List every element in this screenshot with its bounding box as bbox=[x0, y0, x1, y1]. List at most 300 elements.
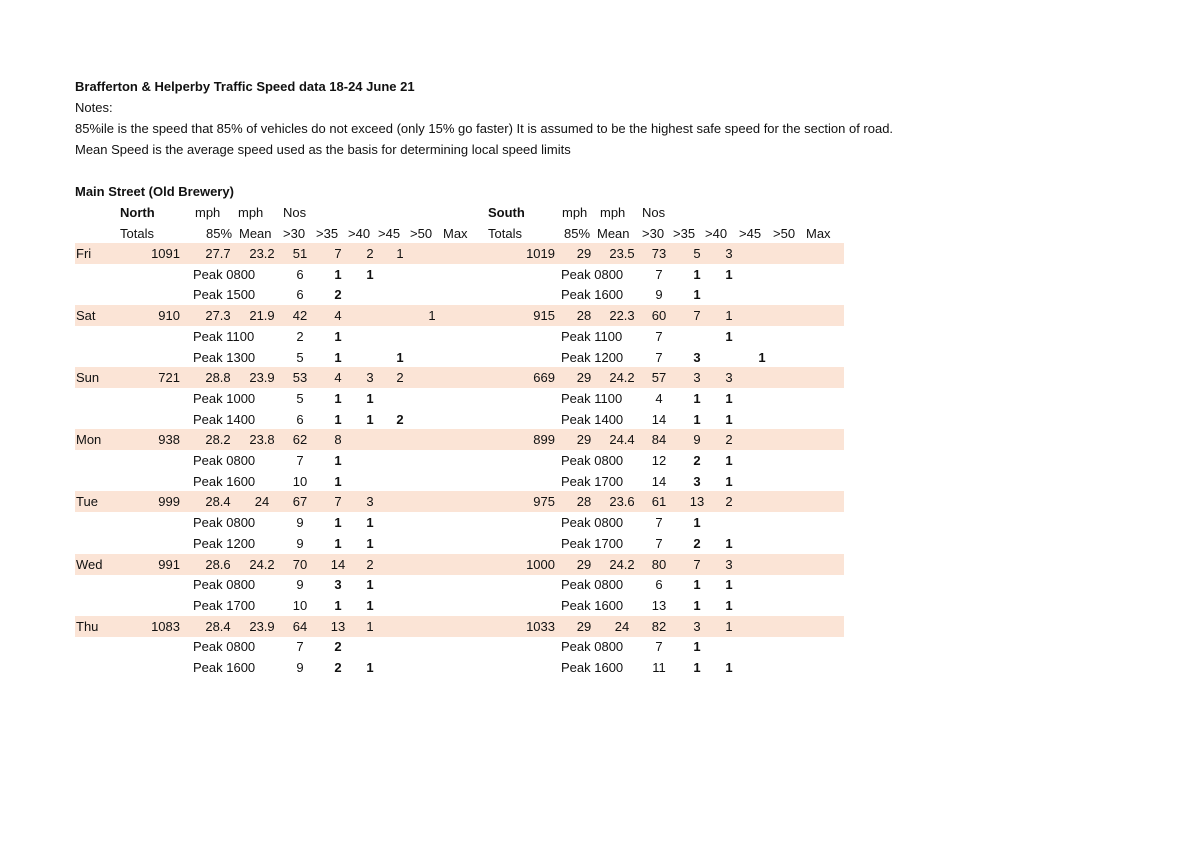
north-p85-cell: 28.2 bbox=[205, 432, 231, 447]
north-peak-label: Peak 1600 bbox=[193, 474, 256, 489]
north-g45-cell bbox=[388, 326, 412, 347]
north-peak-label: Peak 1300 bbox=[193, 350, 256, 365]
south-g30-cell: 7 bbox=[655, 350, 663, 365]
south-mph-header: mph bbox=[600, 205, 626, 220]
north-g30-cell: 7 bbox=[296, 453, 304, 468]
north-g50-cell bbox=[420, 574, 444, 595]
north-mph-header: mph bbox=[238, 205, 264, 220]
south-mean-header: Mean bbox=[597, 226, 630, 241]
north-g45-cell: 2 bbox=[396, 370, 404, 385]
north-g30-cell: 6 bbox=[296, 287, 304, 302]
south-g50-cell bbox=[782, 554, 806, 575]
south-max-cell bbox=[814, 429, 838, 450]
north-g35-cell: 1 bbox=[334, 267, 342, 282]
south-g30-cell: 80 bbox=[651, 557, 667, 572]
south-mean-cell: 22.3 bbox=[609, 308, 635, 323]
north-g50-cell bbox=[420, 512, 444, 533]
south-max-cell bbox=[814, 388, 838, 409]
north-max-cell bbox=[450, 264, 474, 285]
north-g40-cell bbox=[358, 284, 382, 305]
south-g30-cell: 61 bbox=[651, 494, 667, 509]
south-p85-cell: 29 bbox=[576, 370, 592, 385]
north-g50-cell bbox=[420, 491, 444, 512]
south-g40-cell: 1 bbox=[725, 598, 733, 613]
north-g40-cell: 2 bbox=[366, 557, 374, 572]
south-g45-cell bbox=[750, 657, 774, 678]
north-max-cell bbox=[450, 595, 474, 616]
north-max-cell bbox=[450, 554, 474, 575]
north-g40-cell bbox=[358, 305, 382, 326]
south-gt50-header: >50 bbox=[773, 226, 796, 241]
north-max-cell bbox=[450, 305, 474, 326]
south-g40-cell: 1 bbox=[725, 619, 733, 634]
south-g30-cell: 73 bbox=[651, 246, 667, 261]
day-label: Wed bbox=[76, 557, 103, 572]
north-g35-cell: 4 bbox=[334, 370, 342, 385]
north-g30-cell: 2 bbox=[296, 329, 304, 344]
south-g35-cell: 1 bbox=[693, 287, 701, 302]
notes-label: Notes: bbox=[75, 100, 113, 115]
north-g35-cell: 2 bbox=[334, 287, 342, 302]
south-total-cell: 975 bbox=[533, 494, 555, 509]
north-g50-cell bbox=[420, 450, 444, 471]
south-g50-cell bbox=[782, 429, 806, 450]
north-peak-label: Peak 1700 bbox=[193, 598, 256, 613]
south-p85-cell: 28 bbox=[576, 494, 592, 509]
north-max-cell bbox=[450, 491, 474, 512]
south-g35-cell: 1 bbox=[693, 639, 701, 654]
south-max-cell bbox=[814, 284, 838, 305]
south-peak-label: Peak 1100 bbox=[561, 329, 623, 344]
north-g30-cell: 9 bbox=[296, 660, 304, 675]
south-g35-cell: 2 bbox=[693, 453, 701, 468]
north-g40-cell: 1 bbox=[366, 536, 374, 551]
south-peak-label: Peak 1100 bbox=[561, 391, 623, 406]
south-g40-cell: 2 bbox=[725, 494, 733, 509]
north-max-cell bbox=[450, 347, 474, 368]
south-g30-cell: 14 bbox=[651, 474, 667, 489]
south-p85-cell: 29 bbox=[576, 619, 592, 634]
north-p85-cell: 27.3 bbox=[205, 308, 231, 323]
south-p85-cell: 29 bbox=[576, 432, 592, 447]
south-mean-cell: 24.2 bbox=[609, 370, 635, 385]
north-total-cell: 1091 bbox=[151, 246, 180, 261]
south-g35-cell: 13 bbox=[689, 494, 705, 509]
north-peak-label: Peak 0800 bbox=[193, 639, 256, 654]
south-total-cell: 669 bbox=[533, 370, 555, 385]
north-mean-cell: 23.9 bbox=[249, 619, 275, 634]
north-g50-cell bbox=[420, 429, 444, 450]
south-g30-cell: 7 bbox=[655, 515, 663, 530]
south-gt40-header: >40 bbox=[705, 226, 728, 241]
north-g30-cell: 64 bbox=[292, 619, 308, 634]
south-g35-cell: 1 bbox=[693, 412, 701, 427]
north-g40-cell: 1 bbox=[366, 660, 374, 675]
north-g45-cell bbox=[388, 388, 412, 409]
north-g35-cell: 1 bbox=[334, 391, 342, 406]
south-total-cell: 1000 bbox=[526, 557, 555, 572]
north-g50-cell bbox=[420, 657, 444, 678]
north-g50-cell bbox=[420, 595, 444, 616]
south-g45-cell: 1 bbox=[758, 350, 766, 365]
south-g40-cell bbox=[717, 636, 741, 657]
south-g50-cell bbox=[782, 491, 806, 512]
north-p85-cell: 28.6 bbox=[205, 557, 231, 572]
north-g35-cell: 1 bbox=[334, 598, 342, 613]
south-gt35-header: >35 bbox=[673, 226, 696, 241]
south-g45-cell bbox=[750, 326, 774, 347]
north-max-cell bbox=[450, 574, 474, 595]
north-g35-cell: 1 bbox=[334, 536, 342, 551]
south-mean-cell: 23.6 bbox=[609, 494, 635, 509]
north-g40-cell: 3 bbox=[366, 370, 374, 385]
south-total-cell: 899 bbox=[533, 432, 555, 447]
south-mean-cell: 24.2 bbox=[609, 557, 635, 572]
north-g45-cell: 2 bbox=[396, 412, 404, 427]
north-g45-cell bbox=[388, 450, 412, 471]
south-max-cell bbox=[814, 264, 838, 285]
north-g40-cell bbox=[358, 347, 382, 368]
north-g40-cell bbox=[358, 326, 382, 347]
south-peak-label: Peak 1600 bbox=[561, 660, 624, 675]
south-g35-cell: 2 bbox=[693, 536, 701, 551]
north-g30-cell: 53 bbox=[292, 370, 308, 385]
south-g30-cell: 82 bbox=[651, 619, 667, 634]
south-g30-cell: 13 bbox=[651, 598, 667, 613]
south-g30-cell: 84 bbox=[651, 432, 667, 447]
north-mean-cell: 23.2 bbox=[249, 246, 275, 261]
south-g40-cell bbox=[717, 512, 741, 533]
south-g50-cell bbox=[782, 574, 806, 595]
north-max-cell bbox=[450, 512, 474, 533]
south-g30-cell: 12 bbox=[651, 453, 667, 468]
south-max-cell bbox=[814, 305, 838, 326]
north-g40-cell bbox=[358, 471, 382, 492]
south-max-cell bbox=[814, 491, 838, 512]
south-mean-cell: 24.4 bbox=[609, 432, 635, 447]
north-g30-cell: 70 bbox=[292, 557, 308, 572]
north-gt35-header: >35 bbox=[316, 226, 339, 241]
south-g40-cell: 1 bbox=[725, 453, 733, 468]
south-peak-label: Peak 1600 bbox=[561, 287, 624, 302]
north-g40-cell: 1 bbox=[366, 577, 374, 592]
north-g50-cell bbox=[420, 347, 444, 368]
south-max-header: Max bbox=[806, 226, 831, 241]
north-peak-label: Peak 0800 bbox=[193, 267, 256, 282]
south-g40-cell: 1 bbox=[725, 577, 733, 592]
south-g50-cell bbox=[782, 512, 806, 533]
north-total-cell: 721 bbox=[158, 370, 180, 385]
south-peak-label: Peak 1700 bbox=[561, 474, 624, 489]
south-peak-label: Peak 1600 bbox=[561, 598, 624, 613]
north-g50-cell bbox=[420, 367, 444, 388]
north-g35-cell: 1 bbox=[334, 453, 342, 468]
north-g35-cell: 1 bbox=[334, 474, 342, 489]
north-max-cell bbox=[450, 533, 474, 554]
north-peak-label: Peak 0800 bbox=[193, 515, 256, 530]
north-g50-cell bbox=[420, 533, 444, 554]
north-g45-cell: 1 bbox=[396, 350, 404, 365]
south-g30-cell: 9 bbox=[655, 287, 663, 302]
south-g50-cell bbox=[782, 243, 806, 264]
south-peak-label: Peak 0800 bbox=[561, 577, 624, 592]
note-mean-speed: Mean Speed is the average speed used as the basis for determining local speed limits bbox=[75, 142, 571, 157]
north-total-cell: 938 bbox=[158, 432, 180, 447]
north-gt50-header: >50 bbox=[410, 226, 433, 241]
south-g40-cell: 3 bbox=[725, 246, 733, 261]
north-g40-cell: 2 bbox=[366, 246, 374, 261]
south-g50-cell bbox=[782, 595, 806, 616]
document-title: Brafferton & Helperby Traffic Speed data 18-24 June 21 bbox=[75, 79, 415, 94]
north-g30-cell: 6 bbox=[296, 267, 304, 282]
south-g50-cell bbox=[782, 533, 806, 554]
north-max-cell bbox=[450, 616, 474, 637]
north-g35-cell: 14 bbox=[330, 557, 346, 572]
south-g50-cell bbox=[782, 305, 806, 326]
south-g50-cell bbox=[782, 471, 806, 492]
north-g45-cell bbox=[388, 616, 412, 637]
north-g50-cell bbox=[420, 409, 444, 430]
south-max-cell bbox=[814, 347, 838, 368]
south-g45-cell bbox=[750, 305, 774, 326]
south-g40-cell: 1 bbox=[725, 474, 733, 489]
south-g45-cell bbox=[750, 574, 774, 595]
north-max-cell bbox=[450, 388, 474, 409]
north-g30-cell: 42 bbox=[292, 308, 308, 323]
south-peak-label: Peak 0800 bbox=[561, 267, 624, 282]
south-totals-header: Totals bbox=[488, 226, 522, 241]
north-max-cell bbox=[450, 429, 474, 450]
north-gt45-header: >45 bbox=[378, 226, 401, 241]
north-max-cell bbox=[450, 657, 474, 678]
day-label: Tue bbox=[76, 494, 98, 509]
north-max-cell bbox=[450, 284, 474, 305]
south-g45-cell bbox=[750, 595, 774, 616]
south-peak-label: Peak 1200 bbox=[561, 350, 624, 365]
south-g40-cell: 2 bbox=[725, 432, 733, 447]
south-g45-cell bbox=[750, 243, 774, 264]
south-g35-cell: 3 bbox=[693, 474, 701, 489]
day-label: Fri bbox=[76, 246, 92, 261]
north-g50-cell bbox=[420, 471, 444, 492]
south-g30-cell: 57 bbox=[651, 370, 667, 385]
south-g40-cell bbox=[717, 284, 741, 305]
south-peak-label: Peak 0800 bbox=[561, 515, 624, 530]
north-g35-cell: 13 bbox=[330, 619, 346, 634]
south-max-cell bbox=[814, 243, 838, 264]
north-g30-cell: 9 bbox=[296, 515, 304, 530]
north-g30-cell: 9 bbox=[296, 577, 304, 592]
north-g40-cell: 1 bbox=[366, 412, 374, 427]
south-g35-cell: 1 bbox=[693, 598, 701, 613]
north-p85-cell: 28.4 bbox=[205, 494, 231, 509]
north-g35-cell: 2 bbox=[334, 660, 342, 675]
south-g45-cell bbox=[750, 429, 774, 450]
south-g40-cell: 3 bbox=[725, 370, 733, 385]
north-p85-cell: 28.4 bbox=[205, 619, 231, 634]
north-g45-cell bbox=[388, 657, 412, 678]
north-g35-cell: 4 bbox=[334, 308, 342, 323]
south-g40-cell: 1 bbox=[725, 536, 733, 551]
north-g30-cell: 10 bbox=[292, 598, 308, 613]
south-mph-header: mph bbox=[562, 205, 588, 220]
south-g35-cell: 7 bbox=[693, 557, 701, 572]
south-max-cell bbox=[814, 595, 838, 616]
day-label: Thu bbox=[76, 619, 99, 634]
south-max-cell bbox=[814, 533, 838, 554]
north-peak-label: Peak 1600 bbox=[193, 660, 256, 675]
south-g45-cell bbox=[750, 491, 774, 512]
south-g35-cell: 1 bbox=[693, 577, 701, 592]
north-totals-header: Totals bbox=[120, 226, 154, 241]
north-g45-cell bbox=[388, 636, 412, 657]
north-peak-label: Peak 0800 bbox=[193, 577, 256, 592]
north-g40-cell: 1 bbox=[366, 619, 374, 634]
south-g40-cell: 1 bbox=[725, 308, 733, 323]
north-total-cell: 910 bbox=[158, 308, 180, 323]
south-p85-cell: 29 bbox=[576, 557, 592, 572]
section-title: Main Street (Old Brewery) bbox=[75, 184, 234, 199]
north-g50-cell bbox=[420, 388, 444, 409]
south-max-cell bbox=[814, 326, 838, 347]
north-g40-cell bbox=[358, 636, 382, 657]
south-g45-cell bbox=[750, 264, 774, 285]
south-g45-cell bbox=[750, 284, 774, 305]
north-g30-cell: 9 bbox=[296, 536, 304, 551]
north-max-header: Max bbox=[443, 226, 468, 241]
south-g30-cell: 14 bbox=[651, 412, 667, 427]
south-nos-header: Nos bbox=[642, 205, 666, 220]
north-mean-cell: 23.8 bbox=[249, 432, 275, 447]
north-total-cell: 1083 bbox=[151, 619, 180, 634]
south-g50-cell bbox=[782, 616, 806, 637]
south-g50-cell bbox=[782, 284, 806, 305]
south-g50-cell bbox=[782, 264, 806, 285]
south-g30-cell: 4 bbox=[655, 391, 663, 406]
south-g50-cell bbox=[782, 636, 806, 657]
north-p85-cell: 27.7 bbox=[205, 246, 231, 261]
north-g30-cell: 67 bbox=[292, 494, 308, 509]
south-g30-cell: 11 bbox=[652, 660, 666, 675]
south-header: South bbox=[488, 205, 525, 220]
south-gt45-header: >45 bbox=[739, 226, 762, 241]
south-max-cell bbox=[814, 616, 838, 637]
north-g30-cell: 51 bbox=[292, 246, 308, 261]
north-max-cell bbox=[450, 326, 474, 347]
south-g35-cell: 5 bbox=[693, 246, 701, 261]
south-g35-cell: 1 bbox=[693, 660, 701, 675]
south-85-header: 85% bbox=[564, 226, 591, 241]
south-g50-cell bbox=[782, 409, 806, 430]
south-g40-cell: 1 bbox=[725, 412, 733, 427]
south-g35-cell: 1 bbox=[693, 515, 701, 530]
north-g30-cell: 6 bbox=[296, 412, 304, 427]
south-g35-cell: 7 bbox=[693, 308, 701, 323]
south-p85-cell: 28 bbox=[576, 308, 592, 323]
south-max-cell bbox=[814, 409, 838, 430]
north-g35-cell: 1 bbox=[334, 515, 342, 530]
north-peak-label: Peak 0800 bbox=[193, 453, 256, 468]
south-peak-label: Peak 0800 bbox=[561, 639, 624, 654]
south-g45-cell bbox=[750, 450, 774, 471]
north-max-cell bbox=[450, 636, 474, 657]
north-g45-cell bbox=[388, 491, 412, 512]
south-total-cell: 1033 bbox=[526, 619, 555, 634]
north-total-cell: 991 bbox=[158, 557, 180, 572]
north-g35-cell: 7 bbox=[334, 494, 342, 509]
south-g40-cell bbox=[717, 347, 741, 368]
north-nos-header: Nos bbox=[283, 205, 307, 220]
north-85-header: 85% bbox=[206, 226, 233, 241]
south-g40-cell: 1 bbox=[725, 660, 733, 675]
north-mean-header: Mean bbox=[239, 226, 272, 241]
north-mean-cell: 24 bbox=[254, 494, 270, 509]
north-g40-cell: 1 bbox=[366, 515, 374, 530]
day-label: Sun bbox=[76, 370, 100, 385]
north-peak-label: Peak 1200 bbox=[193, 536, 256, 551]
north-g35-cell: 2 bbox=[334, 639, 342, 654]
day-label: Mon bbox=[76, 432, 102, 447]
north-g30-cell: 5 bbox=[296, 350, 304, 365]
north-g45-cell bbox=[388, 533, 412, 554]
south-total-cell: 915 bbox=[533, 308, 555, 323]
south-mean-cell: 23.5 bbox=[609, 246, 635, 261]
south-g50-cell bbox=[782, 347, 806, 368]
south-max-cell bbox=[814, 450, 838, 471]
south-peak-label: Peak 0800 bbox=[561, 453, 624, 468]
north-gt40-header: >40 bbox=[348, 226, 371, 241]
north-g35-cell: 1 bbox=[334, 350, 342, 365]
south-g35-cell bbox=[685, 326, 709, 347]
south-g50-cell bbox=[782, 326, 806, 347]
south-g50-cell bbox=[782, 657, 806, 678]
north-g50-cell bbox=[420, 554, 444, 575]
north-g35-cell: 8 bbox=[334, 432, 342, 447]
north-g45-cell bbox=[388, 595, 412, 616]
south-g40-cell: 3 bbox=[725, 557, 733, 572]
north-g45-cell bbox=[388, 574, 412, 595]
south-max-cell bbox=[814, 554, 838, 575]
north-g40-cell: 1 bbox=[366, 267, 374, 282]
north-g40-cell: 1 bbox=[366, 598, 374, 613]
north-g30-cell: 62 bbox=[292, 432, 308, 447]
north-mean-cell: 24.2 bbox=[249, 557, 275, 572]
south-g40-cell: 1 bbox=[725, 329, 733, 344]
south-g40-cell: 1 bbox=[725, 267, 733, 282]
south-mean-cell: 24 bbox=[614, 619, 630, 634]
north-g50-cell bbox=[420, 264, 444, 285]
north-max-cell bbox=[450, 471, 474, 492]
north-g45-cell bbox=[388, 554, 412, 575]
north-g35-cell: 3 bbox=[334, 577, 342, 592]
south-g50-cell bbox=[782, 367, 806, 388]
south-g45-cell bbox=[750, 616, 774, 637]
south-max-cell bbox=[814, 367, 838, 388]
south-g45-cell bbox=[750, 636, 774, 657]
north-g40-cell bbox=[358, 429, 382, 450]
north-g45-cell bbox=[388, 429, 412, 450]
north-mean-cell: 23.9 bbox=[249, 370, 275, 385]
south-g35-cell: 3 bbox=[693, 350, 701, 365]
north-g45-cell bbox=[388, 264, 412, 285]
north-g40-cell bbox=[358, 450, 382, 471]
north-peak-label: Peak 1400 bbox=[193, 412, 256, 427]
south-g45-cell bbox=[750, 471, 774, 492]
north-g50-cell bbox=[420, 636, 444, 657]
north-g30-cell: 7 bbox=[296, 639, 304, 654]
north-header: North bbox=[120, 205, 155, 220]
north-g30-cell: 5 bbox=[296, 391, 304, 406]
